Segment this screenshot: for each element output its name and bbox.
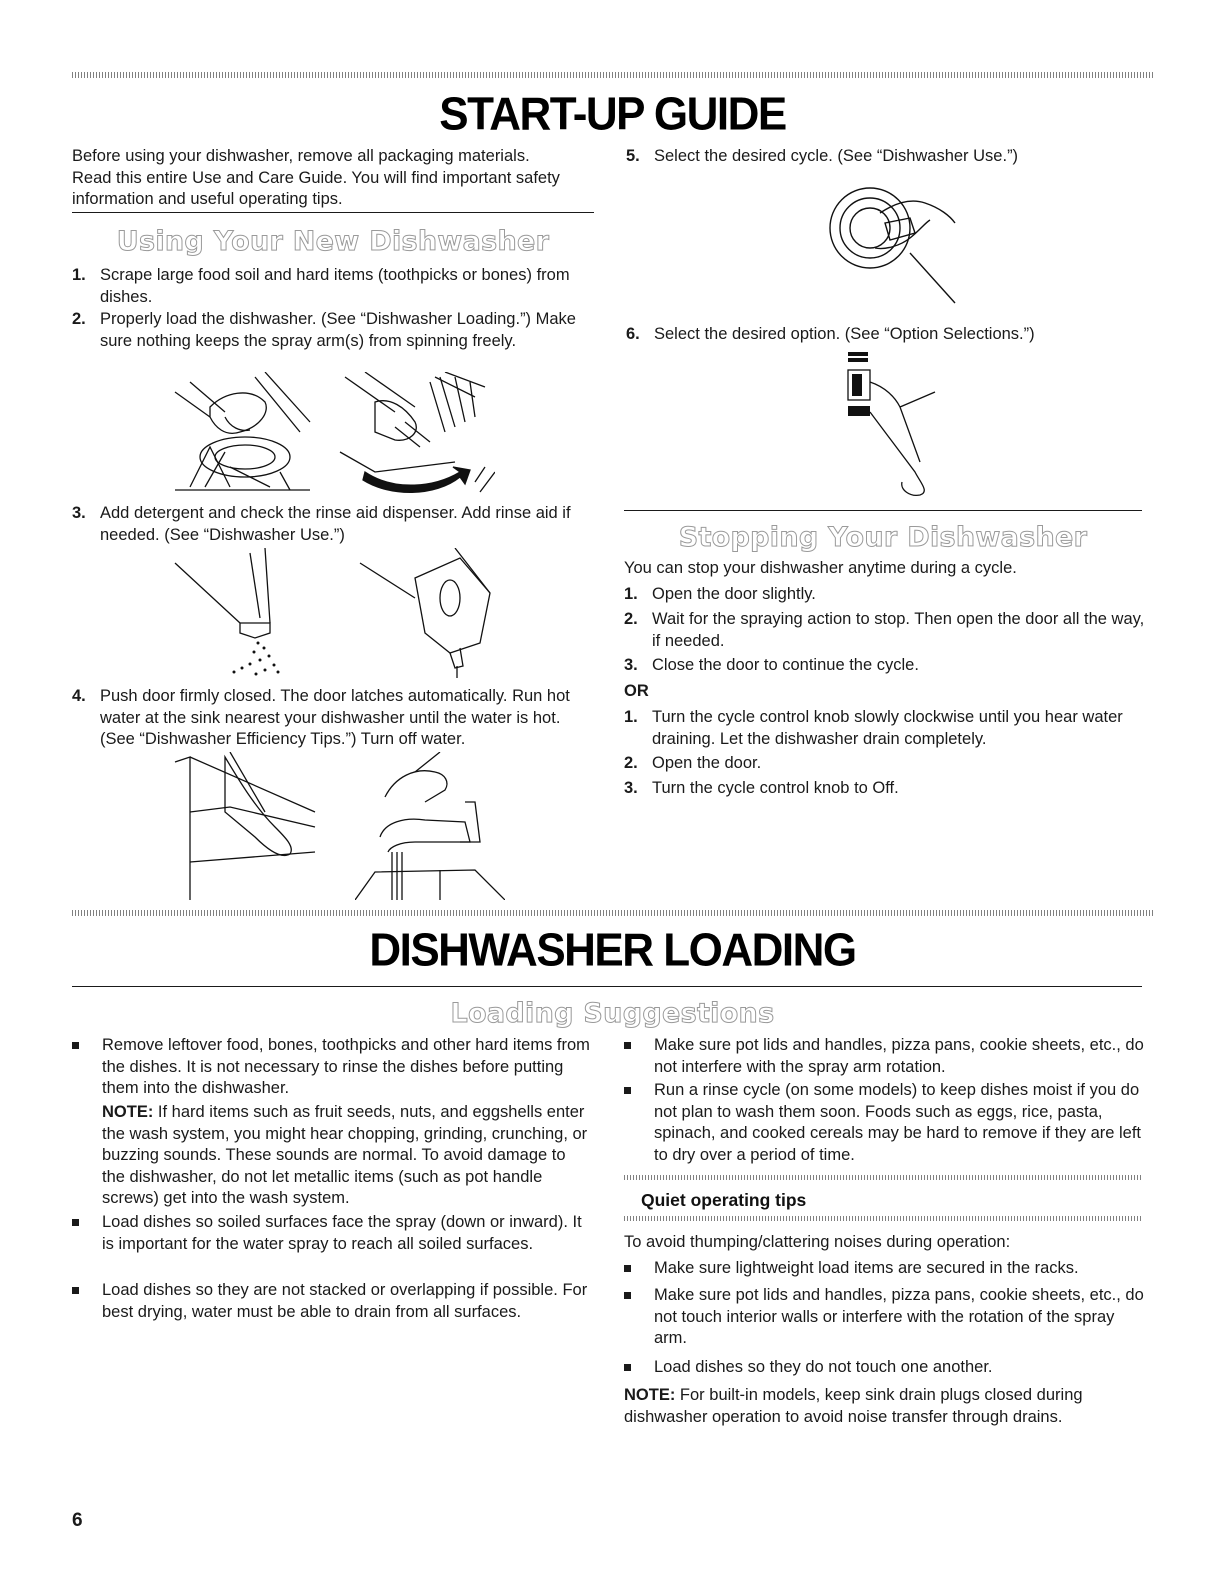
bullet-text: Run a rinse cycle (on some models) to keep dishes moist if you do not plan to wash them soon. Foods such as eggs, rice, pasta, spinach, and cooked cereals may be hard to remove if they are left to dry over a period of time. [654,1081,1142,1164]
step-number: 1. [624,585,638,603]
intro-divider [72,212,594,213]
step-text: Select the desired cycle. (See “Dishwasher Use.”) [654,147,1019,165]
step-text: Open the door slightly. [652,585,816,603]
mid-dotted-rule [72,910,1154,916]
stop-b-1 [624,707,1154,750]
quiet-heading: Quiet operating tips [641,1190,807,1210]
loading-bullet-3 [72,1280,592,1323]
bullet-text: Remove leftover food, bones, toothpicks and other hard items from the dishes. It is not necessary to rinse the dishes before putting them into the dishwasher. [102,1036,590,1097]
startup-intro: Before using your dishwasher, remove all packaging materials. Read this entire Use and Care Guide. You will find important safety information and useful operating tips. [72,147,560,208]
step-text: Scrape large food soil and hard items (toothpicks or bones) from dishes. [100,266,570,306]
note-text: If hard items such as fruit seeds, nuts, and eggshells enter the wash system, you might hear chopping, grinding, crunching, or buzzing sounds. These sounds are normal. To avoid damage to the dishwasher, do not let metallic items (such as pot handle screws) get into the wash system. [102,1103,588,1207]
or-label: OR [624,682,649,700]
note-label: NOTE: [102,1103,154,1121]
bullet-text: Load dishes so they do not touch one another. [654,1358,993,1376]
detergent-pour-illustration [170,548,300,678]
step-1 [72,265,592,308]
loading-note-1 [102,1102,592,1210]
step-text: Properly load the dishwasher. (See “Dishwasher Loading.”) Make sure nothing keeps the spray arm(s) from spinning freely. [100,310,576,350]
step-2 [72,309,592,352]
bullet-text: Load dishes so soiled surfaces face the spray (down or inward). It is important for the water spray to reach all soiled surfaces. [102,1213,582,1253]
bullet-mark [624,1265,631,1272]
step-number: 3. [72,504,86,522]
quiet-bullet-3 [624,1357,1146,1379]
step-text: Open the door. [652,754,762,772]
step-number: 1. [72,266,86,284]
quiet-bottom-rule [624,1216,1142,1221]
using-heading: Using Your New Dishwasher [116,226,550,257]
rinse-aid-illustration [355,548,495,678]
stopping-divider [624,510,1142,511]
bullet-text: Make sure pot lids and handles, pizza pans, cookie sheets, etc., do not touch interior walls or interfere with the rotation of the spray arm. [654,1286,1144,1347]
loading-bullet-1 [72,1035,592,1100]
cycle-knob-illustration [825,178,965,313]
door-close-illustration [170,752,320,900]
bullet-text: Make sure lightweight load items are secured in the racks. [654,1259,1079,1277]
quiet-intro: To avoid thumping/clattering noises during operation: [624,1233,1011,1251]
bullet-text: Load dishes so they are not stacked or overlapping if possible. For best drying, water must be able to drain from all surfaces. [102,1281,588,1321]
stop-a-1 [624,584,1154,606]
step-number: 2. [624,610,638,628]
startup-title: START-UP GUIDE [439,88,786,141]
bullet-mark [624,1364,631,1371]
bullet-mark [624,1087,631,1094]
step-number: 3. [624,656,638,674]
loading-heading: Loading Suggestions [450,998,775,1029]
step-text: Select the desired option. (See “Option Selections.”) [654,325,1035,343]
loading-divider [72,986,1142,987]
bullet-mark [72,1287,79,1294]
stop-a-2 [624,609,1154,652]
loading-bullet-5 [624,1080,1146,1166]
step-text: Close the door to continue the cycle. [652,656,919,674]
option-button-illustration [840,352,950,497]
loading-bullet-4 [624,1035,1146,1078]
step-number: 2. [72,310,86,328]
bullet-mark [72,1042,79,1049]
loading-bullet-2 [72,1212,592,1255]
step-text: Turn the cycle control knob slowly clockwise until you hear water draining. Let the dishwasher drain completely. [652,708,1123,748]
note-text: For built-in models, keep sink drain plugs closed during dishwasher operation to avoid noise transfer through drains. [624,1386,1083,1426]
note-label: NOTE: [624,1386,676,1404]
step-number: 3. [624,779,638,797]
step-6 [626,324,1156,346]
bullet-mark [624,1042,631,1049]
step-number: 4. [72,687,86,705]
step-5 [626,146,1156,168]
step-number: 6. [626,325,640,343]
bullet-text: Make sure pot lids and handles, pizza pans, cookie sheets, etc., do not interfere with the spray arm rotation. [654,1036,1144,1076]
quiet-bullet-1 [624,1258,1146,1280]
bullet-mark [72,1219,79,1226]
step-text: Turn the cycle control knob to Off. [652,779,899,797]
loading-note-2 [624,1385,1146,1428]
quiet-bullet-2 [624,1285,1146,1350]
bullet-mark [624,1292,631,1299]
step-number: 2. [624,754,638,772]
quiet-top-rule [624,1175,1142,1180]
step-number: 5. [626,147,640,165]
faucet-illustration [355,752,505,900]
loading-title: DISHWASHER LOADING [369,924,856,977]
step-text: Push door firmly closed. The door latches automatically. Run hot water at the sink nearest your dishwasher until the water is hot. (See “Dishwasher Efficiency Tips.”) Turn off water. [100,687,570,748]
rack-loading-illustration [335,372,495,497]
page-number: 6 [72,1510,83,1531]
stopping-heading: Stopping Your Dishwasher [678,522,1088,553]
step-text: Wait for the spraying action to stop. Then open the door all the way, if needed. [652,610,1145,650]
stop-a-3 [624,655,1154,677]
step-4 [72,686,592,751]
step-3 [72,503,592,546]
scrape-dish-illustration [170,372,320,492]
stop-b-3 [624,778,1154,800]
stop-b-2 [624,753,1154,775]
top-dotted-rule [72,72,1154,78]
step-text: Add detergent and check the rinse aid dispenser. Add rinse aid if needed. (See “Dishwasher Use.”) [100,504,571,544]
stopping-intro: You can stop your dishwasher anytime during a cycle. [624,559,1017,577]
step-number: 1. [624,708,638,726]
